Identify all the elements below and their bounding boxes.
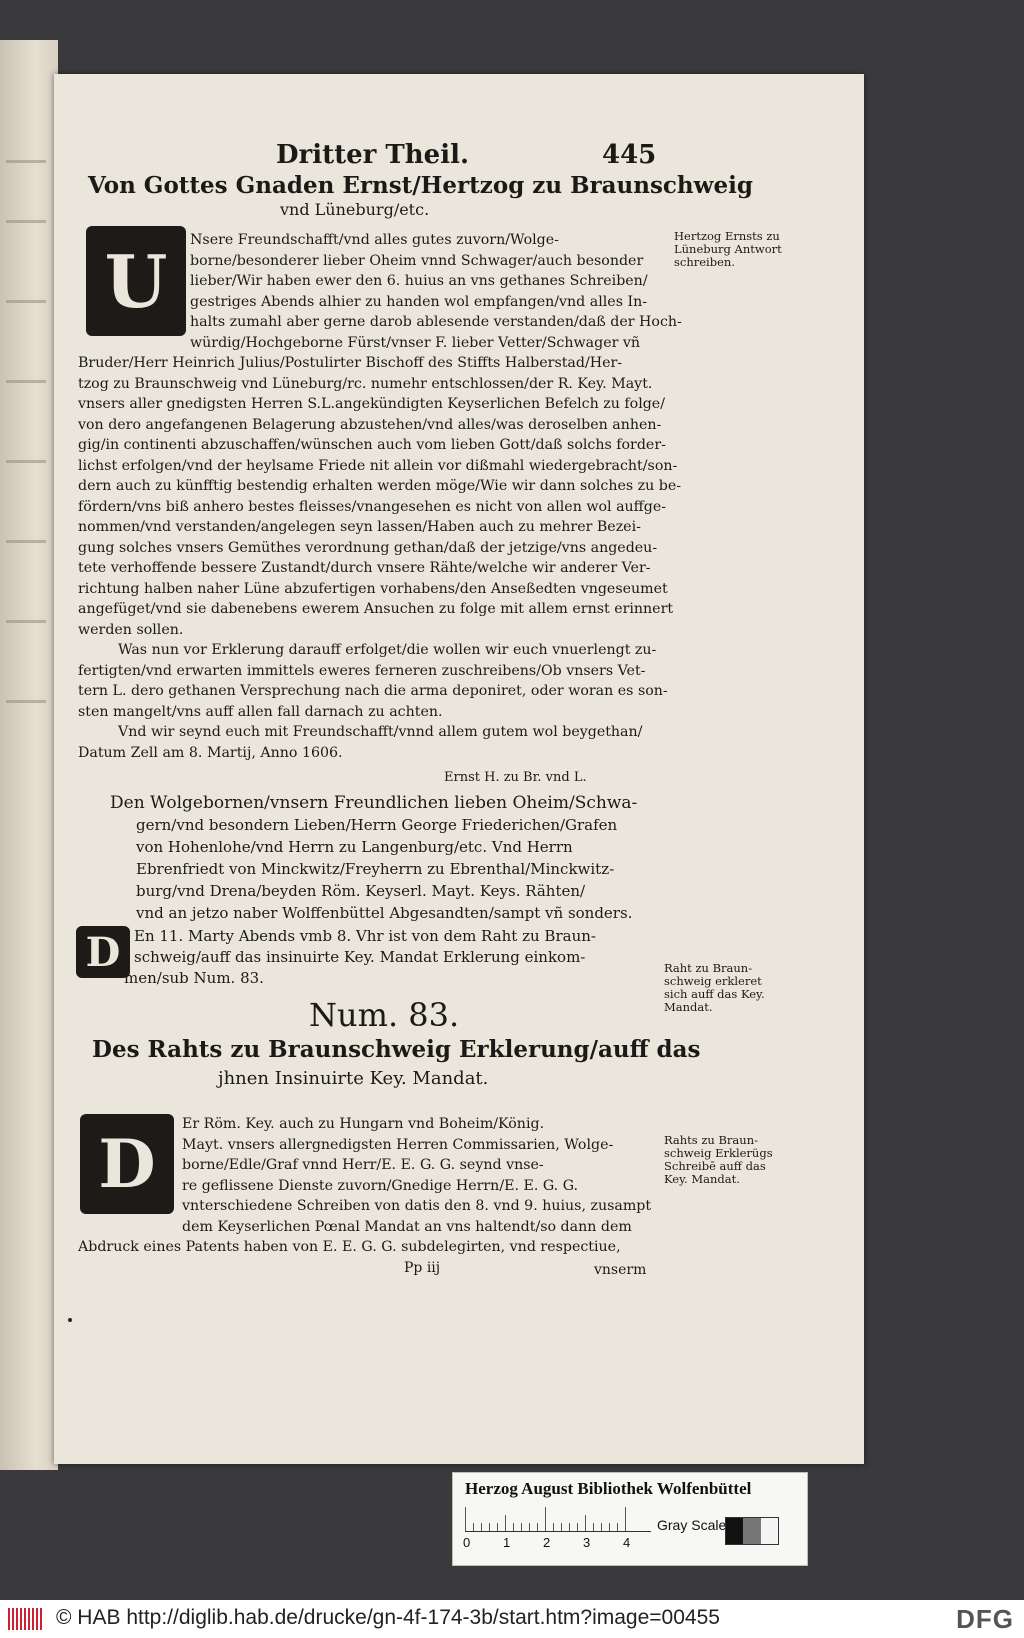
address-line: gern/vnd besondern Lieben/Herrn George Friederichen/Grafen	[136, 816, 618, 834]
text-line: Mayt. vnsers allergnedigsten Herren Commissarien, Wolge-	[182, 1136, 614, 1153]
notice-paragraph	[78, 926, 690, 989]
text-line: gig/in continenti abzuschaffen/wünschen auch vom lieben Gott/daß solchs forder-	[78, 437, 666, 453]
letter-body-1	[78, 230, 690, 763]
ruler	[465, 1507, 651, 1532]
address-line: von Hohenlohe/vnd Herrn zu Langenburg/etc. Vnd Herrn	[136, 838, 573, 856]
text-line: nommen/vnd verstanden/angelegen seyn lassen/Haben auch zu mehrer Bezei-	[78, 519, 641, 535]
ruler-number: 2	[543, 1535, 551, 1550]
text-line: tzog zu Braunschweig vnd Lüneburg/rc. numehr entschlossen/der R. Key. Mayt.	[78, 375, 653, 392]
drop-cap-initial: U	[86, 226, 186, 336]
catchword: vnserm	[594, 1262, 647, 1278]
text-line: men/sub Num. 83.	[124, 969, 264, 987]
library-name: Herzog August Bibliothek Wolfenbüttel	[465, 1479, 752, 1498]
address-line: Ebrenfriedt von Minckwitz/Freyherrn zu Ebrenthal/Minckwitz-	[136, 860, 615, 878]
signature-mark: Pp iij	[404, 1260, 441, 1276]
text-line: Er Röm. Key. auch zu Hungarn vnd Boheim/König.	[182, 1116, 545, 1132]
text-line: würdig/Hochgeborne Fürst/vnser F. lieber Vetter/Schwager vñ	[190, 334, 641, 351]
text-line: werden sollen.	[78, 621, 184, 638]
text-line: von dero angefangenen Belagerung abzustehen/vnd alles/was deroselben anhen-	[78, 416, 662, 433]
text-line: halts zumahl aber gerne darob ablesende verstanden/daß der Hoch-	[190, 314, 682, 330]
text-line: Was nun vor Erklerung darauff erfolget/die wollen wir euch vnuerlengt zu-	[118, 642, 657, 658]
swatch-light	[761, 1518, 778, 1544]
book-page	[54, 74, 864, 1464]
margin-note: Rahts zu Braun- schweig Erklerügs Schreibē auff das Key. Mandat.	[664, 1133, 773, 1186]
drop-cap-initial: D	[80, 1114, 174, 1214]
text-line: Nsere Freundschafft/vnd alles gutes zuvorn/Wolge-	[190, 232, 559, 248]
ruler-number: 1	[503, 1535, 511, 1550]
text-line: fertigten/vnd erwarten immittels eweres ferneren zuschreibens/Ob vnsers Vet-	[78, 662, 646, 679]
ruler-number: 3	[583, 1535, 591, 1550]
signature: Ernst H. zu Br. vnd L.	[444, 770, 587, 785]
text-line: sten mangelt/vns auff allen fall darnach zu achten.	[78, 703, 443, 720]
footer-bar	[0, 1600, 1024, 1638]
text-line: borne/Edle/Graf vnnd Herr/E. E. G. G. seynd vnse-	[182, 1157, 544, 1173]
swatch-dark	[726, 1518, 743, 1544]
letter-heading-line2: vnd Lüneburg/etc.	[280, 200, 430, 219]
text-line: lieber/Wir haben ewer den 6. huius an vns gethanes Schreiben/	[190, 273, 648, 289]
text-line: vnterschiedene Schreiben von datis den 8. vnd 9. huius, zusampt	[182, 1198, 652, 1214]
barcode-icon	[8, 1608, 44, 1630]
number-heading: Num. 83.	[309, 996, 460, 1034]
dfg-logo: DFG	[956, 1604, 1014, 1634]
section-heading: Des Rahts zu Braunschweig Erklerung/auff das	[92, 1036, 701, 1063]
ruler-number: 0	[463, 1535, 471, 1550]
address-block	[110, 792, 637, 924]
text-line: Bruder/Herr Heinrich Julius/Postulirter Bischoff des Stiffts Halberstad/Her-	[78, 355, 623, 371]
text-line: gestriges Abends alhier zu handen wol empfangen/vnd alles In-	[190, 293, 648, 310]
gray-scale-swatch	[725, 1517, 779, 1545]
page-number: 445	[602, 140, 657, 170]
address-line: vnd an jetzo naber Wolffenbüttel Abgesandten/sampt vñ sonders.	[136, 904, 633, 922]
letter-body-2	[78, 1114, 690, 1258]
gray-scale-label: Gray Scale	[657, 1517, 727, 1533]
text-line: richtung halben naher Lüne abzufertigen vorhabens/den Anseßedten vngeseumet	[78, 580, 668, 597]
text-line: lichst erfolgen/vnd der heylsame Friede nit allein vor dißmahl wiedergebracht/son-	[78, 457, 678, 474]
page-speck	[68, 1318, 72, 1322]
text-line: gung solches vnsers Gemüthes verordnung gethan/daß der jetzige/vns angedeu-	[78, 539, 658, 556]
address-line: burg/vnd Drena/beyden Röm. Keyserl. Mayt. Keys. Rähten/	[136, 882, 586, 900]
text-line: schweig/auff das insinuirte Key. Mandat Erklerung einkom-	[134, 948, 586, 966]
running-head: Dritter Theil.	[276, 140, 470, 170]
text-line: angefüget/vnd sie dabenebens ewerem Ansuchen zu folge mit allem ernst erinnert	[78, 601, 674, 617]
text-line: tete verhoffende bessere Zustandt/durch vnsere Rähte/welche wir anderer Ver-	[78, 560, 651, 576]
text-line: Abdruck eines Patents haben von E. E. G. G. subdelegirten, vnd respectiue,	[78, 1239, 621, 1255]
letter-heading: Von Gottes Gnaden Ernst/Hertzog zu Braunschweig	[88, 172, 753, 199]
margin-note: Raht zu Braun- schweig erkleret sich auff das Key. Mandat.	[664, 961, 765, 1014]
text-line: En 11. Marty Abends vmb 8. Vhr ist von dem Raht zu Braun-	[134, 927, 596, 945]
left-page-edge	[0, 40, 58, 1470]
swatch-mid	[743, 1518, 760, 1544]
section-heading-line2: jhnen Insinuirte Key. Mandat.	[218, 1068, 489, 1089]
address-line: Den Wolgebornen/vnsern Freundlichen lieben Oheim/Schwa-	[110, 793, 638, 813]
footer-copyright[interactable]: © HAB http://diglib.hab.de/drucke/gn-4f-174-3b/start.htm?image=00455	[56, 1606, 720, 1629]
drop-cap-initial: D	[76, 926, 130, 978]
scale-card	[452, 1472, 808, 1566]
text-line: Datum Zell am 8. Martij, Anno 1606.	[78, 744, 343, 761]
text-line: re geflissene Dienste zuvorn/Gnedige Herrn/E. E. G. G.	[182, 1177, 579, 1194]
text-line: vnsers aller gnedigsten Herren S.L.angekündigten Keyserlichen Befelch zu folge/	[78, 396, 665, 412]
text-line: dem Keyserlichen Pœnal Mandat an vns haltendt/so dann dem	[182, 1218, 632, 1235]
text-line: Vnd wir seynd euch mit Freundschafft/vnnd allem gutem wol beygethan/	[118, 724, 643, 740]
text-line: tern L. dero gethanen Versprechung nach die arma deponiret, oder woran es son-	[78, 683, 668, 699]
text-line: dern auch zu künfftig bestendig erhalten werden möge/Wie wir dann solches zu be-	[78, 478, 682, 494]
margin-note: Hertzog Ernsts zu Lüneburg Antwort schreiben.	[674, 229, 782, 269]
text-line: fördern/vns biß anhero bestes fleisses/vnangesehen es nicht von allen wol auffge-	[78, 498, 667, 515]
text-line: borne/besonderer lieber Oheim vnnd Schwager/auch besonder	[190, 252, 644, 269]
ruler-number: 4	[623, 1535, 631, 1550]
